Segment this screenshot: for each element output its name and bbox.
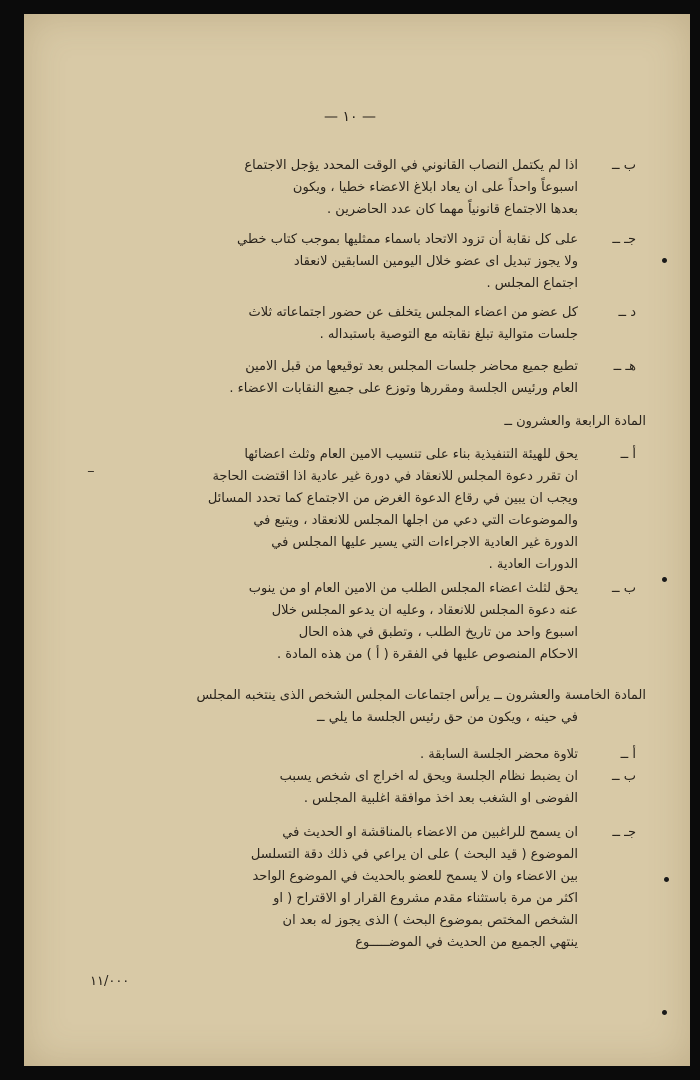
- article-25-clause-j: [46, 822, 646, 954]
- article-24-clause-b: [46, 578, 646, 666]
- article-25-clause-a: [46, 744, 646, 766]
- text-line: العام ورئيس الجلسة ومقررها وتوزع على جميع النقابات الاعضاء .: [229, 381, 578, 396]
- text-line: عنه دعوة المجلس للانعقاد ، وعليه ان يدعو المجلس خلال: [271, 603, 578, 618]
- text-line: يحق للهيئة التنفيذية بناء على تنسيب الامين العام وثلث اعضائها: [244, 447, 578, 462]
- text-line: اسبوع واحد من تاريخ الطلب ، وتطبق في هذه الحال: [298, 625, 578, 640]
- text-line: على كل نقابة أن تزود الاتحاد باسماء ممثليها بموجب كتاب خطي: [237, 232, 578, 247]
- text-line: بعدها الاجتماع قانونياً مهما كان عدد الحاضرين .: [327, 202, 578, 217]
- clause-label: أ ــ: [620, 747, 636, 762]
- article-24-clause-a: [46, 444, 646, 576]
- text-line: اسبوعاً واحداً على ان يعاد ابلاغ الاعضاء خطيا ، ويكون: [292, 180, 578, 195]
- clause-label: أ ــ: [620, 447, 636, 462]
- text-line: ولا يجوز تبديل اى عضو خلال اليومين السابقين لانعقاد: [293, 254, 578, 269]
- text-line: الموضوع ( قيد البحث ) على ان يراعي في ذلك دقة التسلسل: [250, 847, 578, 862]
- punch-hole-mark: [662, 577, 667, 582]
- clause-label: هـ ــ: [613, 359, 636, 374]
- clause-b: [46, 155, 646, 221]
- text-line: اذا لم يكتمل النصاب القانوني في الوقت المحدد يؤجل الاجتماع: [244, 158, 578, 173]
- article-24-heading: المادة الرابعة والعشرون ــ: [504, 414, 646, 429]
- text-line: ان يسمح للراغبين من الاعضاء بالمناقشة او الحديث في: [282, 825, 578, 840]
- page-number: — ١٠ —: [324, 109, 376, 125]
- text-line: اكثر من مرة باستثناء مقدم مشروع القرار او الاقتراح ( او: [273, 891, 578, 906]
- text-line: الاحكام المنصوص عليها في الفقرة ( أ ) من هذه المادة .: [276, 647, 578, 662]
- text-line: الدورة غير العادية الاجراءات التي يسير عليها المجلس في: [271, 535, 578, 550]
- text-line: بين الاعضاء وان لا يسمح للعضو بالحديث في الموضوع الواحد: [252, 869, 578, 884]
- article-25-heading: المادة الخامسة والعشرون ــ يرأس اجتماعات المجلس الشخص الذى ينتخبه المجلس: [196, 688, 646, 703]
- clause-label: جـ ــ: [612, 232, 636, 247]
- text-line: تلاوة محضر الجلسة السابقة .: [419, 747, 578, 762]
- text-line: ان تقرر دعوة المجلس للانعقاد في دورة غير عادية اذا اقتضت الحاجة: [212, 469, 578, 484]
- text-line: ان يضبط نظام الجلسة ويحق له اخراج اى شخص يسبب: [279, 769, 578, 784]
- margin-mark: ــ: [88, 464, 94, 475]
- text-line: اجتماع المجلس .: [486, 276, 578, 291]
- text-line: والموضوعات التي دعي من اجلها المجلس للانعقاد ، ويتبع في: [253, 513, 578, 528]
- clause-label: د ــ: [618, 305, 636, 320]
- clause-h: [46, 356, 646, 400]
- punch-hole-mark: [662, 258, 667, 263]
- clause-label: ب ــ: [612, 581, 636, 596]
- clause-label: ب ــ: [612, 769, 636, 784]
- text-line: تطبع جميع محاضر جلسات المجلس بعد توقيعها من قبل الامين: [245, 359, 578, 374]
- punch-hole-mark: [664, 877, 669, 882]
- footer-code: ١١/٠٠٠: [90, 974, 130, 989]
- text-line: الفوضى او الشغب بعد اخذ موافقة اغلبية المجلس .: [303, 791, 578, 806]
- text-line: ويجب ان يبين في رقاع الدعوة الغرض من الاجتماع كما تحدد المسائل: [207, 491, 578, 506]
- punch-hole-mark: [662, 1010, 667, 1015]
- text-line: الشخص المختص بموضوع البحث ) الذى يجوز له بعد ان: [282, 913, 578, 928]
- text-line: جلسات متوالية تبلغ نقابته مع التوصية باستبداله .: [319, 327, 578, 342]
- clause-label: جـ ــ: [612, 825, 636, 840]
- clause-d: [46, 302, 646, 346]
- text-line: كل عضو من اعضاء المجلس يتخلف عن حضور اجتماعاته ثلاث: [248, 305, 578, 320]
- text-line: ينتهي الجميع من الحديث في الموضـــــوع: [355, 935, 578, 950]
- text-line: يحق لثلث اعضاء المجلس الطلب من الامين العام او من ينوب: [248, 581, 578, 596]
- article-25-subheading: في حينه ، ويكون من حق رئيس الجلسة ما يلي ــ: [316, 710, 578, 725]
- clause-j: [46, 229, 646, 295]
- text-line: الدورات العادية .: [488, 557, 578, 572]
- article-25-clause-b: [46, 766, 646, 810]
- clause-label: ب ــ: [612, 158, 636, 173]
